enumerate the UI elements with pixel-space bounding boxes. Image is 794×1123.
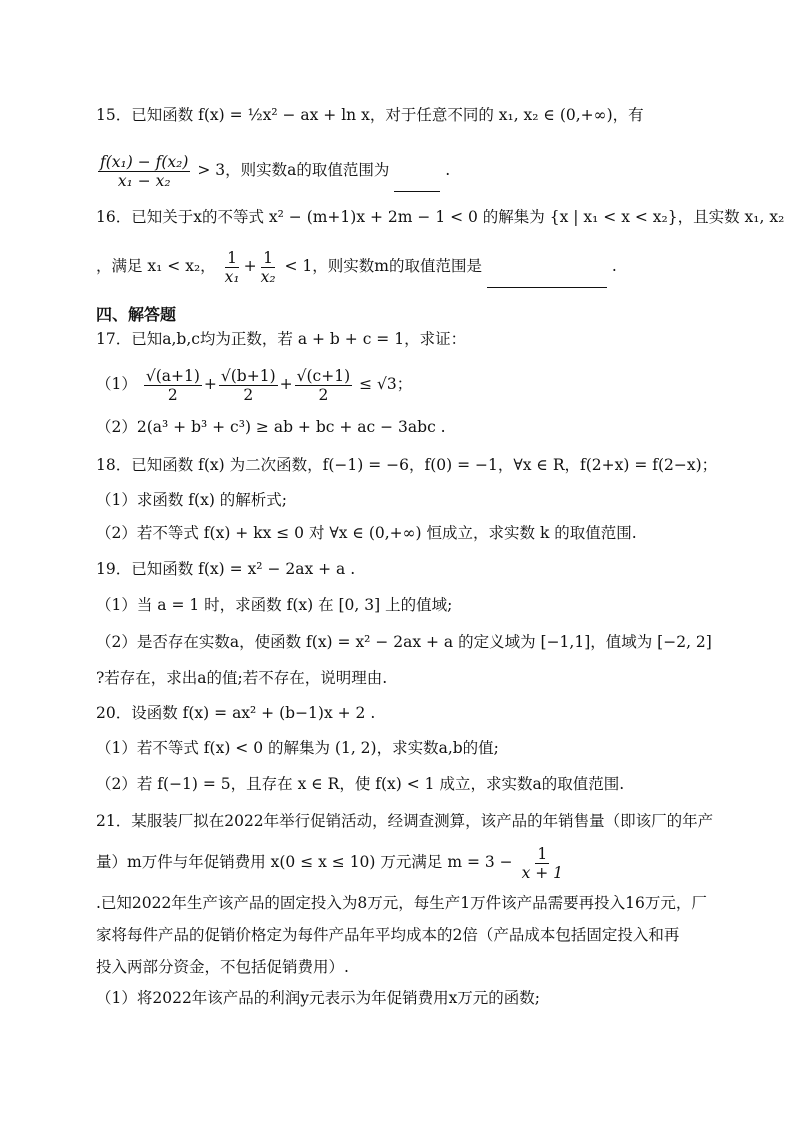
q21-fraction: [520, 845, 565, 882]
q16-fraction-2-denominator: x₂: [260, 267, 276, 286]
q16-line2-text-a: ，满足 x₁ < x₂，: [96, 257, 216, 275]
q16-answer-blank: [487, 287, 607, 288]
q17-part1-label: （1）: [96, 375, 137, 393]
q21-part1: （1）将2022年该产品的利润y元表示为年促销费用x万元的函数;: [96, 989, 541, 1007]
q20-intro: 20．设函数 f(x) = ax² + (b−1)x + 2 .: [96, 704, 376, 722]
q21-line3: .已知2022年生产该产品的固定投入为8万元，每生产1万件该产品需要再投入16万元，厂: [96, 894, 707, 912]
q16-fraction-1-denominator: x₁: [224, 267, 240, 286]
q17-fraction-a-denominator: 2: [167, 385, 178, 404]
q19-intro: 19．已知函数 f(x) = x² − 2ax + a .: [96, 560, 356, 578]
q17-fraction-b-numerator: √(b+1): [220, 366, 276, 385]
q17-fraction-b: [219, 367, 278, 404]
q15-fraction-denominator: x₁ − x₂: [117, 171, 171, 190]
q15-line2-end: .: [445, 161, 451, 179]
q21-line1: 21．某服装厂拟在2022年举行促销活动，经调查测算，该产品的年销售量（即该厂的年产: [96, 812, 714, 830]
q21-line5: 投入两部分资金，不包括促销费用）.: [96, 958, 349, 976]
q15-fraction: [98, 153, 190, 190]
q18-part1: （1）求函数 f(x) 的解析式;: [96, 491, 288, 509]
q17-fraction-c-numerator: √(c+1): [296, 366, 351, 385]
q17-part2: （2）2(a³ + b³ + c³) ≥ ab + bc + ac − 3abc .: [96, 418, 446, 436]
q17-part1-rest: ≤ √3；: [359, 375, 413, 393]
q15-line2-text: > 3，则实数a的取值范围为: [197, 161, 390, 179]
q20-part2: （2）若 f(−1) = 5，且存在 x ∈ R，使 f(x) < 1 成立，求实数a的取值范围.: [96, 775, 625, 793]
q16-line2: ，满足 x₁ < x₂， $\frac{1}{\text{x₁}}$ + $\frac{1}{\text{x₂}}$ < 1，则实数m的取值范围是 .: [96, 244, 698, 288]
q21-line2: [96, 840, 698, 884]
q17-fraction-c-denominator: 2: [318, 385, 329, 404]
q21-fraction-numerator: 1: [537, 844, 548, 863]
q17-fraction-b-denominator: 2: [243, 385, 254, 404]
q21-line4: 家将每件产品的促销价格定为每件产品年平均成本的2倍（产品成本包括固定投入和再: [96, 926, 680, 944]
q19-part1: （1）当 a = 1 时，求函数 f(x) 在 [0, 3] 上的值域;: [96, 596, 453, 614]
q20-part1: （1）若不等式 f(x) < 0 的解集为 (1, 2)，求实数a,b的值;: [96, 739, 499, 757]
q16-fraction-1: [223, 249, 242, 286]
q17-fraction-a-numerator: √(a+1): [145, 366, 200, 385]
q17-part1: （1） $\frac{√(a+1)}{2}$ + $\frac{√(b+1)}{2}$ + $\frac{√(c+1)}{2}$ ≤ √3；: [96, 366, 413, 404]
q16-line2-text-b: < 1，则实数m的取值范围是: [284, 257, 482, 275]
section-heading: 四、解答题: [96, 305, 177, 324]
q16-fraction-2: [259, 249, 278, 286]
q18-part2: （2）若不等式 f(x) + kx ≤ 0 对 ∀x ∈ (0,+∞) 恒成立，求实数 k 的取值范围.: [96, 524, 637, 542]
q19-part2-continued: ?若存在，求出a的值;若不存在，说明理由.: [96, 669, 388, 687]
q18-intro: 18．已知函数 f(x) 为二次函数，f(−1) = −6，f(0) = −1，∀x ∈ R，f(2+x) = f(2−x)；: [96, 456, 718, 474]
q17-fraction-c: [295, 367, 353, 404]
q19-part2: （2）是否存在实数a，使函数 f(x) = x² − 2ax + a 的定义域为 [−1,1]，值域为 [−2, 2]: [96, 633, 712, 651]
q15-line1: 15．已知函数 f(x) = ½x² − ax + ln x，对于任意不同的 x₁, x₂ ∈ (0,+∞)，有: [96, 106, 644, 124]
q16-fraction-1-numerator: 1: [227, 248, 238, 267]
q21-fraction-denominator: x + 1: [521, 863, 564, 882]
q21-line2-text: 量）m万件与年促销费用 x(0 ≤ x ≤ 10) 万元满足 m = 3 −: [96, 853, 513, 871]
q16-fraction-2-numerator: 1: [263, 248, 274, 267]
q15-fraction-numerator: f(x₁) − f(x₂): [100, 152, 189, 171]
q15-line2: [96, 148, 698, 192]
q17-intro: 17．已知a,b,c均为正数，若 a + b + c = 1，求证：: [96, 330, 467, 348]
q17-fraction-a: [144, 367, 202, 404]
q16-line1: 16．已知关于x的不等式 x² − (m+1)x + 2m − 1 < 0 的解集为 {x | x₁ < x < x₂}，且实数 x₁, x₂: [96, 208, 785, 226]
q15-answer-blank: [394, 191, 440, 192]
q16-line2-end: .: [611, 257, 617, 275]
